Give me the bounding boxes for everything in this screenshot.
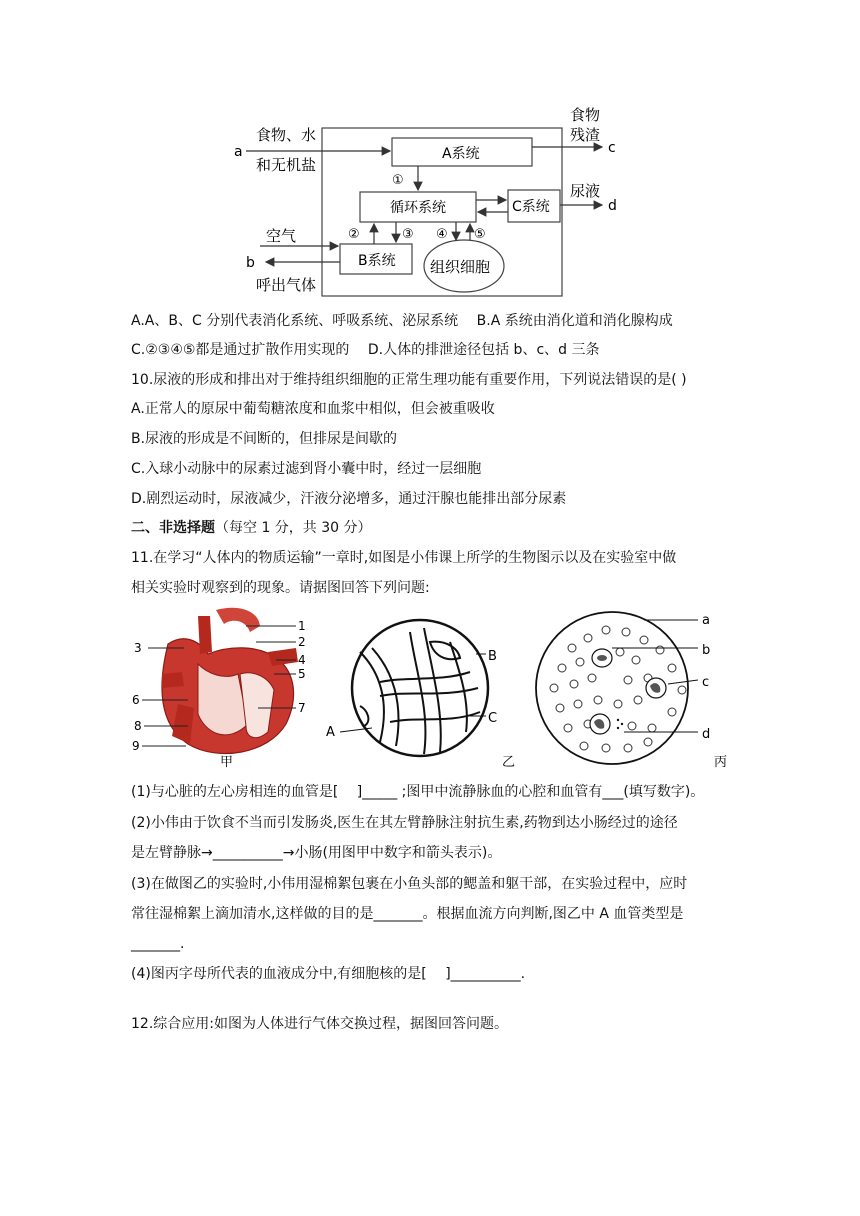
fish-label-c: C	[488, 711, 498, 726]
air-label: 空气	[266, 227, 297, 245]
waste-letter: c	[608, 140, 616, 156]
q9-option-line-1: A.A、B、C 分别代表消化系统、呼吸系统、泌尿系统 B.A 系统由消化道和消化腺构成	[131, 313, 673, 329]
blood-smear-figure	[532, 608, 742, 772]
q11-part-3-line-2: 常往湿棉絮上滴加清水,这样做的目的是_______。根据血流方向判断,图乙中 A 血管类型是	[131, 906, 684, 922]
q10-option-b: B.尿液的形成是不间断的，但排尿是间歇的	[131, 431, 398, 447]
urine-label: 尿液	[570, 182, 601, 200]
system-a-label: A系统	[442, 146, 480, 162]
q11-part-2-line-2: 是左臂静脉→__________→小肠(用图甲中数字和箭头表示)。	[131, 845, 502, 861]
q11-part-2-line-1: (2)小伟由于饮食不当而引发肠炎,医生在其左臂静脉注射抗生素,药物到达小肠经过的途径	[131, 815, 678, 831]
urine-letter: d	[608, 198, 617, 214]
arrow-label-4: ④	[436, 227, 448, 242]
section-title: 二、非选择题	[131, 520, 215, 536]
fish-label-b: B	[488, 649, 497, 664]
figure-bing-caption: 丙	[714, 755, 728, 770]
arrow-label-5: ⑤	[474, 227, 486, 242]
system-c-label: C系统	[512, 199, 550, 215]
heart-label-8: 8	[134, 719, 142, 733]
arrow-label-1: ①	[392, 173, 404, 188]
q10-option-c: C.入球小动脉中的尿素过滤到肾小囊中时，经过一层细胞	[131, 461, 482, 477]
section-note: （每空 1 分，共 30 分）	[215, 520, 372, 536]
heart-illustration	[162, 608, 298, 754]
blood-label-a: a	[702, 613, 710, 628]
section-heading	[131, 518, 372, 538]
blood-label-b: b	[702, 643, 711, 658]
heart-label-7: 7	[298, 701, 306, 715]
q11-part-3-line-1: (3)在做图乙的实验时,小伟用湿棉絮包裹在小鱼头部的鳃盖和躯干部，在实验过程中，应时	[131, 876, 688, 892]
heart-label-6: 6	[132, 693, 140, 707]
q11-stem-line-2: 相关实验时观察到的现象。请据图回答下列问题:	[131, 580, 430, 596]
q11-part-3-line-3: _______.	[131, 936, 185, 952]
blood-label-d: d	[702, 727, 711, 742]
arrow-label-3: ③	[402, 227, 414, 242]
waste-label-1: 食物	[570, 106, 601, 124]
fish-label-a: A	[326, 725, 335, 740]
q11-part-4: (4)图丙字母所代表的血液成分中,有细胞核的是[ ]__________.	[131, 966, 526, 982]
heart-label-3: 3	[134, 641, 142, 655]
heart-label-1: 1	[298, 619, 306, 633]
q11-stem-line-1: 11.在学习“人体内的物质运输”一章时,如图是小伟课上所学的生物图示以及在实验室中做	[131, 550, 677, 566]
q9-option-line-2: C.②③④⑤都是通过扩散作用实现的 D.人体的排泄途径包括 b、c、d 三条	[131, 342, 600, 358]
heart-label-9: 9	[132, 739, 140, 753]
heart-label-2: 2	[298, 635, 306, 649]
arrow-label-2: ②	[348, 227, 360, 242]
circulatory-system-label: 循环系统	[390, 200, 446, 216]
system-b-label: B系统	[358, 253, 396, 269]
heart-label-5: 5	[298, 667, 306, 681]
q10-option-d: D.剧烈运动时，尿液减少，汗液分泌增多，通过汗腺也能排出部分尿素	[131, 491, 567, 507]
q12-stem: 12.综合应用:如图为人体进行气体交换过程，据图回答问题。	[131, 1016, 508, 1032]
tissue-cells-label: 组织细胞	[430, 258, 491, 276]
capillary-figure	[320, 612, 520, 772]
input-label-1: 食物、水	[256, 126, 317, 144]
air-letter: b	[246, 255, 255, 271]
heart-figure	[128, 604, 328, 770]
figure-yi-caption: 乙	[502, 755, 516, 770]
q11-part-1: (1)与心脏的左心房相连的血管是[ ]_____ ;图甲中流静脉血的心腔和血管有___(填写数字)。	[131, 784, 705, 800]
q10-option-a: A.正常人的原尿中葡萄糖浓度和血浆中相似，但会被重吸收	[131, 401, 495, 417]
heart-label-4: 4	[298, 653, 306, 667]
system-diagram	[230, 100, 650, 302]
q10-stem: 10.尿液的形成和排出对于维持组织细胞的正常生理功能有重要作用，下列说法错误的是( )	[131, 372, 687, 388]
waste-label-2: 残渣	[570, 126, 601, 144]
input-letter: a	[234, 144, 243, 160]
input-label-2: 和无机盐	[256, 156, 317, 174]
figure-jia-caption: 甲	[220, 755, 234, 770]
blood-label-c: c	[702, 675, 710, 690]
exhale-label: 呼出气体	[256, 276, 317, 294]
